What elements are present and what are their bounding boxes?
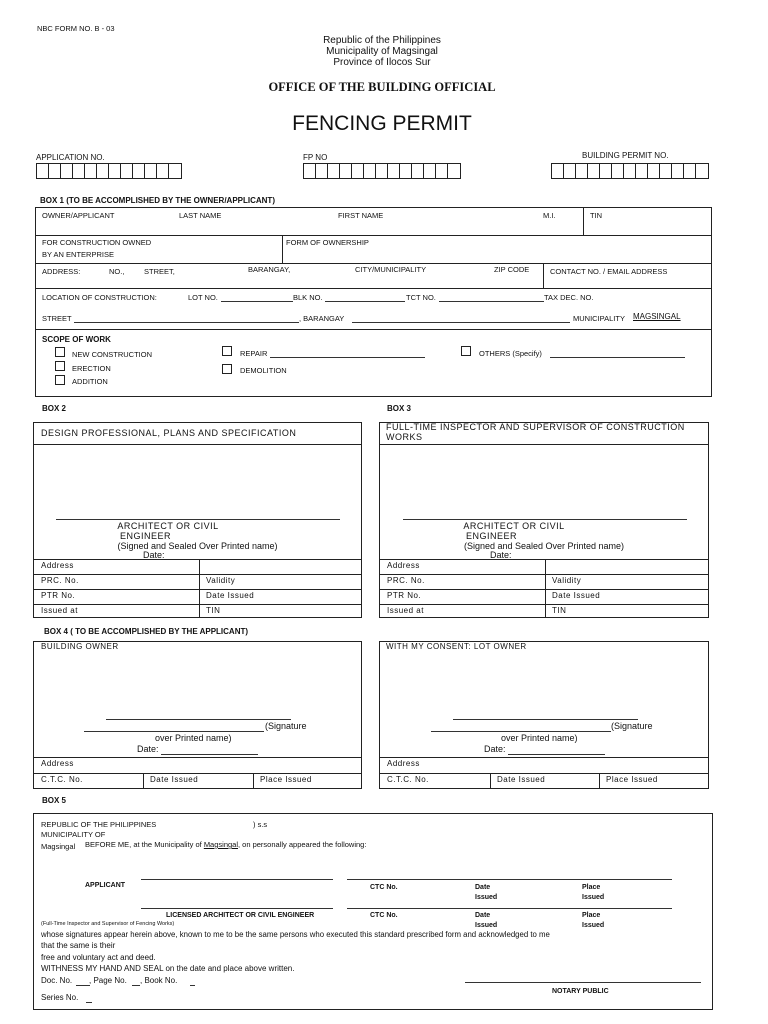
new-construction-label: NEW CONSTRUCTION bbox=[72, 350, 152, 359]
doc-no-label: Doc. No. bbox=[41, 976, 73, 985]
by-enterprise-label: BY AN ENTERPRISE bbox=[42, 250, 114, 259]
lot-owner-title: WITH MY CONSENT: LOT OWNER bbox=[386, 642, 527, 651]
box4-left-address-label: Address bbox=[41, 759, 74, 768]
others-label: OTHERS (Specify) bbox=[479, 349, 542, 358]
address-label: ADDRESS: bbox=[42, 267, 81, 276]
contact-label: CONTACT NO. / EMAIL ADDRESS bbox=[550, 267, 668, 276]
box2-address-label: Address bbox=[41, 561, 74, 570]
province-line: Province of Ilocos Sur bbox=[333, 57, 431, 68]
witness-line: WITHNESS MY HAND AND SEAL on the date and place above written. bbox=[41, 964, 295, 973]
box5-magsingal: Magsingal bbox=[41, 842, 76, 851]
applicant-ctc-label: CTC No. bbox=[370, 884, 398, 891]
new-construction-checkbox[interactable] bbox=[55, 347, 65, 357]
box3-date-label: Date: bbox=[490, 550, 512, 560]
book-no-label: , Book No. bbox=[140, 976, 178, 985]
notary-public-label: NOTARY PUBLIC bbox=[552, 988, 609, 995]
applicant-place-label: Place bbox=[582, 884, 601, 891]
last-name-label: LAST NAME bbox=[179, 211, 222, 220]
addition-label: ADDITION bbox=[72, 377, 108, 386]
application-no-label: APPLICATION NO. bbox=[36, 153, 105, 162]
box2-ptr-label: PTR No. bbox=[41, 591, 76, 600]
municipality-line: Municipality of Magsingal bbox=[326, 46, 438, 57]
applicant-issued-label: Issued bbox=[475, 894, 498, 901]
box3-signed-note: (Signed and Sealed Over Printed name) bbox=[463, 541, 625, 551]
page-no-label: , Page No. bbox=[89, 976, 127, 985]
others-checkbox[interactable] bbox=[461, 346, 471, 356]
box3-issued-at-label: Issued at bbox=[387, 606, 424, 615]
box3-tin-label: TIN bbox=[552, 606, 567, 615]
box3-architect-line1: ARCHITECT OR CIVIL bbox=[463, 521, 565, 531]
lot-no-label: LOT NO. bbox=[188, 293, 218, 302]
box2-validity-label: Validity bbox=[206, 576, 236, 585]
office-title: OFFICE OF THE BUILDING OFFICIAL bbox=[268, 80, 496, 94]
box4-left-signature: (Signature bbox=[265, 721, 307, 731]
box3-validity-label: Validity bbox=[552, 576, 582, 585]
repair-checkbox[interactable] bbox=[222, 346, 232, 356]
address-street-label: STREET, bbox=[144, 267, 175, 276]
zip-code-label: ZIP CODE bbox=[494, 265, 530, 274]
address-no-label: NO., bbox=[109, 267, 125, 276]
box4-right-over-printed: over Printed name) bbox=[501, 733, 578, 743]
tax-dec-label: TAX DEC. NO. bbox=[544, 293, 594, 302]
page-title: FENCING PERMIT bbox=[292, 112, 472, 135]
box5-label: BOX 5 bbox=[42, 796, 67, 805]
republic-line: Republic of the Philippines bbox=[323, 35, 441, 46]
acknowledgement-line2: that the same is their bbox=[41, 941, 116, 950]
box3-title-line2: WORKS bbox=[386, 432, 423, 442]
box2-label: BOX 2 bbox=[42, 404, 67, 413]
demolition-checkbox[interactable] bbox=[222, 364, 232, 374]
scope-of-work-title: SCOPE OF WORK bbox=[42, 335, 111, 344]
box4-left-frame bbox=[33, 641, 362, 789]
box5-municipality-of: MUNICIPALITY OF bbox=[41, 830, 106, 839]
box2-signed-note: (Signed and Sealed Over Printed name) bbox=[117, 541, 278, 551]
box3-address-label: Address bbox=[387, 561, 420, 570]
box4-right-ctc-label: C.T.C. No. bbox=[387, 775, 429, 784]
applicant-place-issued-label: Issued bbox=[582, 894, 605, 901]
box2-date-issued-label: Date Issued bbox=[206, 591, 255, 600]
demolition-label: DEMOLITION bbox=[240, 366, 287, 375]
mi-label: M.I. bbox=[543, 211, 556, 220]
box2-prc-label: PRC. No. bbox=[41, 576, 79, 585]
box2-tin-label: TIN bbox=[206, 606, 221, 615]
application-no-field[interactable] bbox=[36, 163, 182, 179]
box4-left-over-printed: over Printed name) bbox=[155, 733, 232, 743]
fp-no-label: FP NO bbox=[303, 153, 328, 162]
engineer-date-label: Date bbox=[475, 912, 491, 919]
engineer-ctc-label: CTC No. bbox=[370, 912, 398, 919]
acknowledgement-line3: free and voluntary act and deed. bbox=[41, 953, 156, 962]
fp-no-field[interactable] bbox=[303, 163, 461, 179]
tct-no-label: TCT NO. bbox=[406, 293, 436, 302]
location-label: LOCATION OF CONSTRUCTION: bbox=[42, 293, 157, 302]
box3-date-issued-label: Date Issued bbox=[552, 591, 601, 600]
erection-label: ERECTION bbox=[72, 364, 111, 373]
repair-label: REPAIR bbox=[240, 349, 268, 358]
box4-right-place-issued-label: Place Issued bbox=[606, 775, 658, 784]
engineer-place-label: Place bbox=[582, 912, 601, 919]
box3-prc-label: PRC. No. bbox=[387, 576, 425, 585]
fulltime-inspector-note: (Full-Time Inspector and Supervisor of Fencing Works) bbox=[41, 921, 175, 927]
form-ownership-label: FORM OF OWNERSHIP bbox=[286, 238, 369, 247]
box4-left-ctc-label: C.T.C. No. bbox=[41, 775, 83, 784]
form-number: NBC FORM NO. B - 03 bbox=[37, 24, 115, 33]
first-name-label: FIRST NAME bbox=[338, 211, 384, 220]
box4-right-signature: (Signature bbox=[611, 721, 653, 731]
box4-right-date-issued-label: Date Issued bbox=[497, 775, 546, 784]
addition-checkbox[interactable] bbox=[55, 375, 65, 385]
engineer-place-issued-label: Issued bbox=[582, 922, 605, 929]
box2-title: DESIGN PROFESSIONAL, PLANS AND SPECIFICATION bbox=[41, 428, 297, 438]
municipality-value: MAGSINGAL bbox=[633, 312, 681, 321]
street-label: STREET bbox=[42, 314, 72, 323]
box3-title-line1: FULL-TIME INSPECTOR AND SUPERVISOR OF CONSTRUCTION bbox=[386, 422, 685, 432]
address-city-label: CITY/MUNICIPALITY bbox=[355, 265, 427, 274]
engineer-issued-label: Issued bbox=[475, 922, 498, 929]
box5-before-me-text: BEFORE ME, at the Municipality of Magsingal, on personally appeared the following: bbox=[85, 840, 367, 849]
municipality-label: MUNICIPALITY bbox=[573, 314, 625, 323]
box4-right-date-label: Date: bbox=[484, 744, 506, 754]
acknowledgement-line1: whose signatures appear herein above, known to me to be the same persons who executed this standard prescribed form and acknowledged to me bbox=[41, 930, 550, 939]
box2-architect-line2: ENGINEER bbox=[119, 531, 171, 541]
box4-left-date-label: Date: bbox=[137, 744, 159, 754]
building-owner-title: BUILDING OWNER bbox=[41, 642, 119, 651]
series-no-label: Series No. bbox=[41, 993, 79, 1002]
blk-no-label: BLK NO. bbox=[293, 293, 323, 302]
building-permit-no-field[interactable] bbox=[551, 163, 709, 179]
box4-title: BOX 4 ( TO BE ACCOMPLISHED BY THE APPLICANT) bbox=[44, 627, 249, 636]
tin-label: TIN bbox=[590, 211, 603, 220]
box3-ptr-label: PTR No. bbox=[387, 591, 422, 600]
licensed-engineer-label: LICENSED ARCHITECT OR CIVIL ENGINEER bbox=[166, 912, 315, 919]
box5-ss: ) s.s bbox=[253, 820, 268, 829]
box2-architect-line1: ARCHITECT OR CIVIL bbox=[117, 521, 219, 531]
applicant-date-label: Date bbox=[475, 884, 491, 891]
applicant-label: APPLICANT bbox=[85, 882, 126, 889]
owner-applicant-label: OWNER/APPLICANT bbox=[42, 211, 115, 220]
box4-right-frame bbox=[379, 641, 709, 789]
box2-issued-at-label: Issued at bbox=[41, 606, 78, 615]
box1-title: BOX 1 (TO BE ACCOMPLISHED BY THE OWNER/APPLICANT) bbox=[40, 196, 275, 205]
barangay-label: , BARANGAY bbox=[299, 314, 345, 323]
box4-left-place-issued-label: Place Issued bbox=[260, 775, 312, 784]
box5-republic: REPUBLIC OF THE PHILIPPINES bbox=[41, 820, 157, 829]
building-permit-no-label: BUILDING PERMIT NO. bbox=[582, 151, 669, 160]
box4-right-address-label: Address bbox=[387, 759, 420, 768]
box2-date-label: Date: bbox=[143, 550, 165, 560]
box3-label: BOX 3 bbox=[387, 404, 412, 413]
construction-owned-label: FOR CONSTRUCTION OWNED bbox=[42, 238, 152, 247]
box3-architect-line2: ENGINEER bbox=[465, 531, 517, 541]
erection-checkbox[interactable] bbox=[55, 361, 65, 371]
box4-left-date-issued-label: Date Issued bbox=[150, 775, 199, 784]
address-barangay-label: BARANGAY, bbox=[248, 265, 291, 274]
